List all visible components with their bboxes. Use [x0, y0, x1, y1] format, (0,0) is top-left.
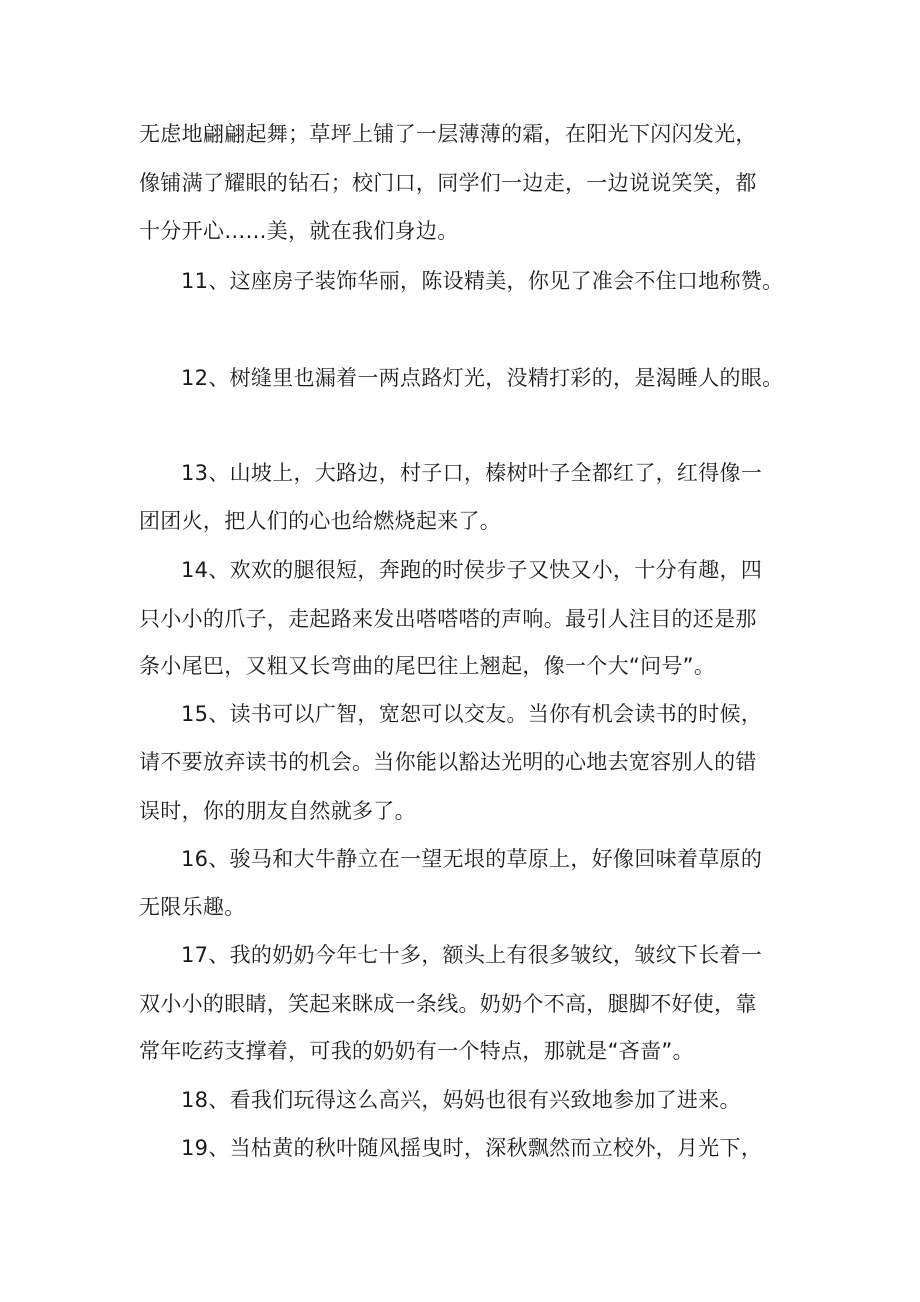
paragraph-15: 15、读书可以广智，宽恕可以交友。当你有机会读书的时候， — [181, 702, 763, 726]
text-line: 无限乐趣。 — [139, 895, 246, 919]
text-line: 常年吃药支撑着，可我的奶奶有一个特点，那就是“吝啬”。 — [139, 1039, 694, 1063]
paragraph-18: 18、看我们玩得这么高兴，妈妈也很有兴致地参加了进来。 — [181, 1088, 741, 1112]
paragraph-12: 12、树缝里也漏着一两点路灯光，没精打彩的，是渴睡人的眼。 — [181, 366, 784, 390]
paragraph-16: 16、骏马和大牛静立在一望无垠的草原上，好像回味着草原的 — [181, 847, 763, 871]
paragraph-11: 11、这座房子装饰华丽，陈设精美，你见了准会不住口地称赞。 — [181, 269, 784, 293]
paragraph-14: 14、欢欢的腿很短，奔跑的时侯步子又快又小，十分有趣，四 — [181, 558, 763, 582]
text-line: 像铺满了耀眼的钻石；校门口，同学们一边走，一边说说笑笑，都 — [139, 171, 757, 195]
text-line: 无虑地翩翩起舞；草坪上铺了一层薄薄的霜，在阳光下闪闪发光， — [139, 122, 757, 146]
text-line: 误时，你的朋友自然就多了。 — [139, 799, 416, 823]
text-line: 十分开心……美，就在我们身边。 — [139, 219, 459, 243]
text-line: 双小小的眼睛，笑起来眯成一条线。奶奶个不高，腿脚不好使，靠 — [139, 992, 757, 1016]
paragraph-17: 17、我的奶奶今年七十多，额头上有很多皱纹，皱纹下长着一 — [181, 943, 763, 967]
paragraph-13: 13、山坡上，大路边，村子口，榛树叶子全都红了，红得像一 — [181, 461, 763, 485]
text-line: 请不要放弃读书的机会。当你能以豁达光明的心地去宽容别人的错 — [139, 750, 757, 774]
text-line: 只小小的爪子，走起路来发出嗒嗒嗒的声响。最引人注目的还是那 — [139, 607, 757, 631]
text-line: 条小尾巴，又粗又长弯曲的尾巴往上翘起，像一个大“问号”。 — [139, 654, 716, 678]
text-line: 团团火，把人们的心也给燃烧起来了。 — [139, 509, 502, 533]
paragraph-19: 19、当枯黄的秋叶随风摇曳时，深秋飘然而立校外，月光下， — [181, 1136, 763, 1160]
